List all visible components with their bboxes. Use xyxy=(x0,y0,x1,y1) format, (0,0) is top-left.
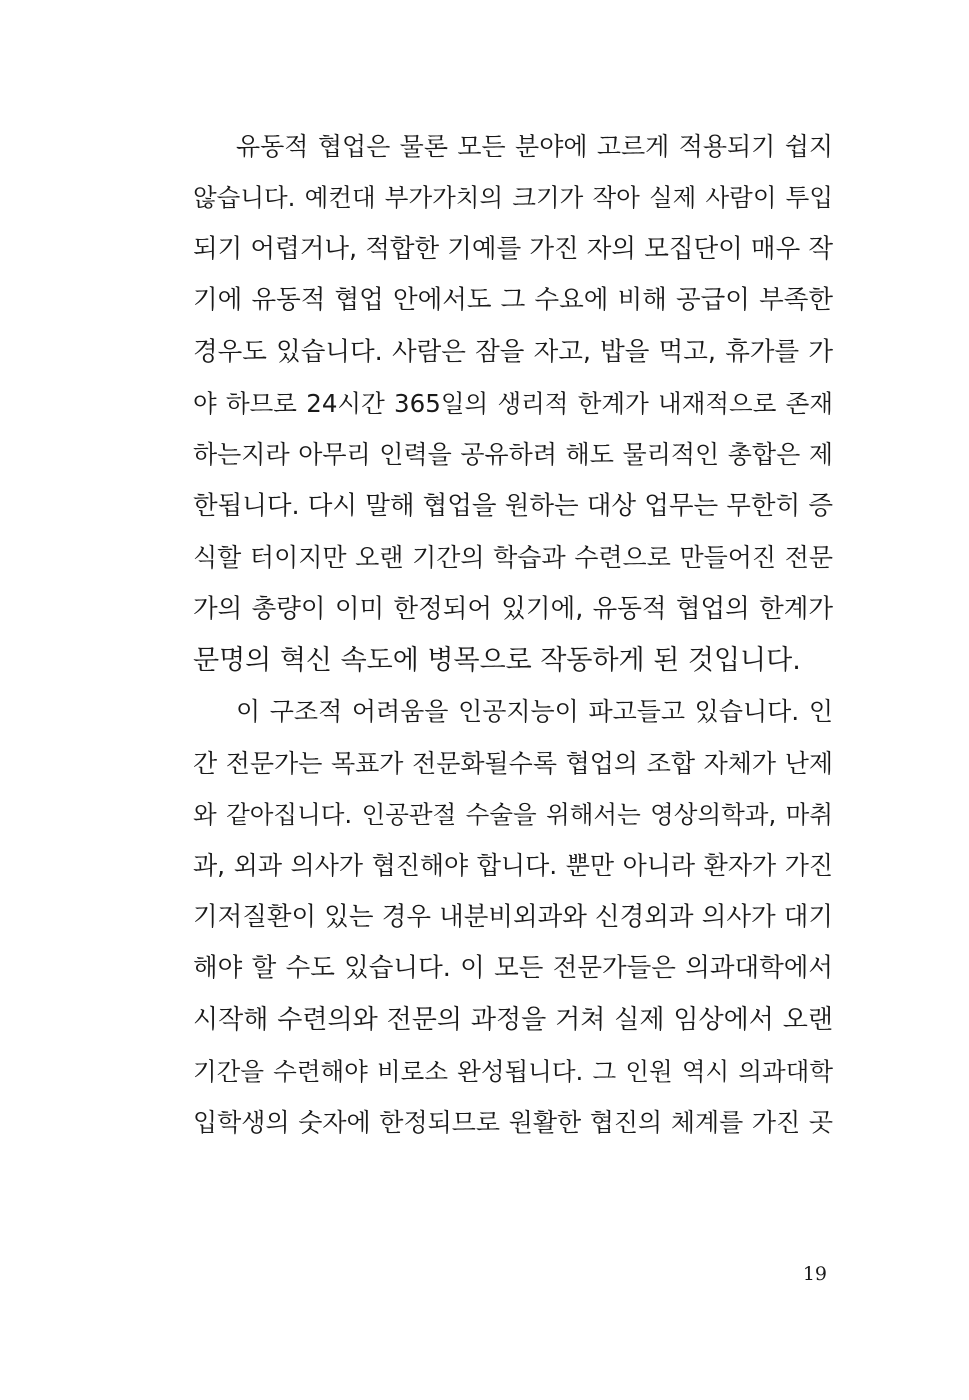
text-line: 이 구조적 어려움을 인공지능이 파고들고 있습니다. 인 xyxy=(236,697,833,727)
text-line: 야 하므로 24시간 365일의 생리적 한계가 내재적으로 존재 xyxy=(193,388,833,418)
text-line: 간 전문가는 목표가 전문화될수록 협업의 조합 자체가 난제 xyxy=(193,748,833,778)
text-line: 한됩니다. 다시 말해 협업을 원하는 대상 업무는 무한히 증 xyxy=(193,490,833,521)
paragraph-1 xyxy=(193,121,833,686)
paragraph-2 xyxy=(193,686,833,1149)
text-line: 유동적 협업은 물론 모든 분야에 고르게 적용되기 쉽지 xyxy=(236,132,833,161)
text-line: 기저질환이 있는 경우 내분비외과와 신경외과 의사가 대기 xyxy=(193,901,833,932)
text-line: 기에 유동적 협업 안에서도 그 수요에 비해 공급이 부족한 xyxy=(193,285,833,316)
text-line: 입학생의 숫자에 한정되므로 원활한 협진의 체계를 가진 곳 xyxy=(193,1108,833,1138)
page-number: 19 xyxy=(802,1263,827,1285)
text-line: 경우도 있습니다. 사람은 잠을 자고, 밥을 먹고, 휴가를 가 xyxy=(193,336,833,367)
text-line: 과, 외과 의사가 협진해야 합니다. 뿐만 아니라 환자가 가진 xyxy=(193,851,833,881)
text-line: 와 같아집니다. 인공관절 수술을 위해서는 영상의학과, 마취 xyxy=(193,800,833,830)
text-line: 식할 터이지만 오랜 기간의 학습과 수련으로 만들어진 전문 xyxy=(193,543,833,573)
text-line: 기간을 수련해야 비로소 완성됩니다. 그 인원 역시 의과대학 xyxy=(193,1057,833,1087)
text-line: 않습니다. 예컨대 부가가치의 크기가 작아 실제 사람이 투입 xyxy=(193,183,833,213)
text-line: 시작해 수련의와 전문의 과정을 거쳐 실제 임상에서 오랜 xyxy=(193,1004,833,1035)
text-line: 문명의 혁신 속도에 병목으로 작동하게 된 것입니다. xyxy=(193,644,801,676)
text-line: 가의 총량이 이미 한정되어 있기에, 유동적 협업의 한계가 xyxy=(193,593,833,624)
text-line: 해야 할 수도 있습니다. 이 모든 전문가들은 의과대학에서 xyxy=(193,953,833,984)
text-line: 하는지라 아무리 인력을 공유하려 해도 물리적인 총합은 제 xyxy=(193,440,833,470)
text-line: 되기 어렵거나, 적합한 기예를 가진 자의 모집단이 매우 작 xyxy=(193,233,833,264)
body-text xyxy=(193,121,833,1149)
